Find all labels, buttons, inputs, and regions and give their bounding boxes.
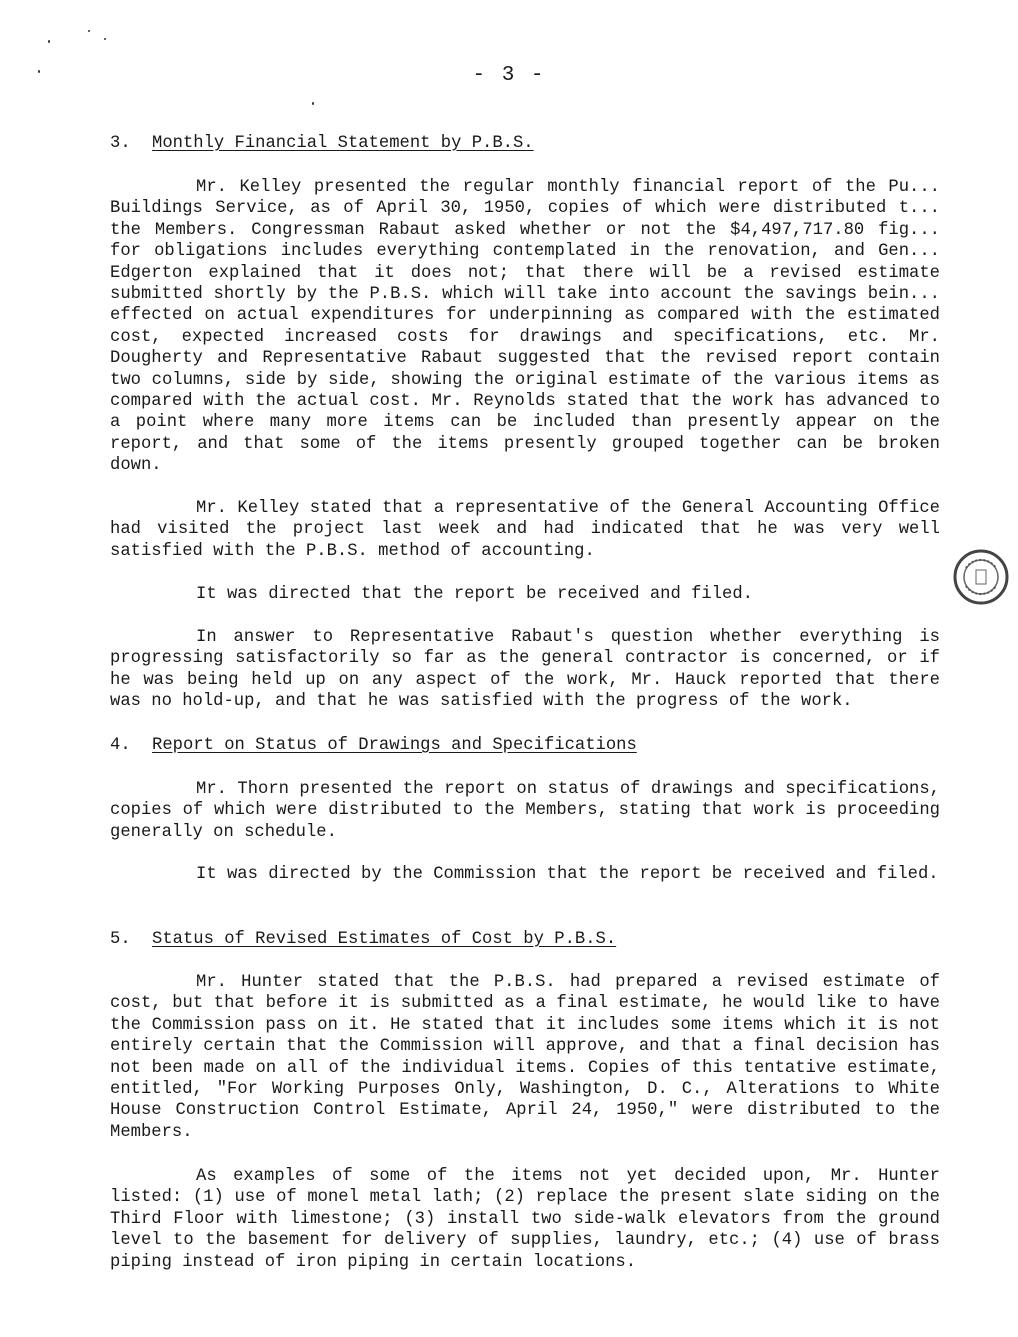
section-title: Status of Revised Estimates of Cost by P.B.S.	[152, 930, 617, 949]
section-number: 4.	[110, 736, 131, 755]
section-number: 5.	[110, 930, 131, 949]
section-title: Monthly Financial Statement by P.B.S.	[152, 134, 534, 153]
section-4-paragraph-1: Mr. Thorn presented the report on status of drawings and specifications, copies of which were distributed to the Members, stating that work is proceeding generally on schedule.	[110, 780, 940, 842]
section-4-paragraph-2: It was directed by the Commission that the report be received and filed.	[196, 865, 939, 884]
section-3-paragraph-2: Mr. Kelley stated that a representative of the General Accounting Office had visited the project last week and had indicated that he was very well satisfied with the P.B.S. method of accounting.	[110, 499, 940, 561]
section-title: Report on Status of Drawings and Specifications	[152, 736, 637, 755]
page-number: - 3 -	[472, 64, 546, 87]
section-3-paragraph-1: Mr. Kelley presented the regular monthly financial report of the Pu... Buildings Service, as of April 30, 1950, copies of which were distributed t... the Members. Congressman Rabaut asked whether or not the $4,497,717.80 fig... for obligations includes everything contemplated in the renovation, and Gen... Edgerton explained that it does not; that there will be a revised estimate submitted shortly by the P.B.S. which will take into account the savings bein... effected on actual expenditures for underpinning as compared with the estimated cost, expected increased costs for drawings and specifications, etc. Mr. Dougherty and Representative Rabaut suggested that the revised report contain two columns, side by side, showing the original estimate of the various items as compared with the actual cost. Mr. Reynolds stated that the work has advanced to a point where many more items can be included than presently appear on the report, and that some of the items presently grouped together can be broken down.	[110, 178, 940, 476]
section-number: 3.	[110, 134, 131, 153]
section-5-paragraph-1: Mr. Hunter stated that the P.B.S. had prepared a revised estimate of cost, but that before it is submitted as a final estimate, he would like to have the Commission pass on it. He stated that it includes some items which it is not entirely certain that the Commission will approve, and that a final decision has not been made on all of the individual items. Copies of this tentative estimate, entitled, "For Working Purposes Only, Washington, D. C., Alterations to White House Construction Control Estimate, April 24, 1950," were distributed to the Members.	[110, 973, 940, 1142]
section-3-paragraph-4: In answer to Representative Rabaut's question whether everything is progressing satisfactorily so far as the general contractor is concerned, or if he was being held up on any aspect of the work, Mr. Hauck reported that there was no hold-up, and that he was satisfied with the progress of the work.	[110, 628, 940, 712]
section-5-paragraph-2: As examples of some of the items not yet decided upon, Mr. Hunter listed: (1) use of monel metal lath; (2) replace the present slate siding on the Third Floor with limestone; (3) install two side-walk elevators from the ground level to the basement for delivery of supplies, laundry, etc.; (4) use of brass piping instead of iron piping in certain locations.	[110, 1167, 940, 1272]
section-5-heading	[110, 929, 940, 950]
section-3-heading	[110, 133, 940, 154]
section-3-paragraph-3: It was directed that the report be received and filed.	[196, 585, 753, 604]
library-seal-stamp	[952, 548, 1010, 606]
section-4-heading	[110, 735, 940, 756]
